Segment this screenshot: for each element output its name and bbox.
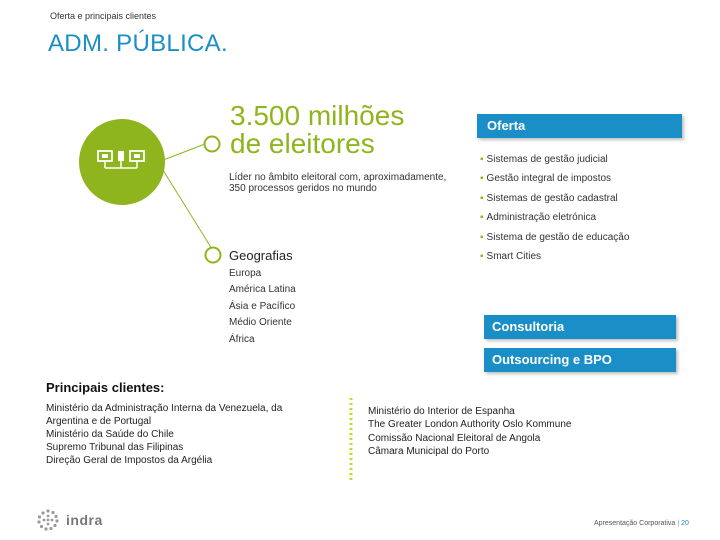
- stat-description: Líder no âmbito eleitoral com, aproximadamente, 350 processos geridos no mundo: [229, 172, 447, 194]
- offer-item: [480, 189, 629, 208]
- footer-presentation-label: Apresentação Corporativa: [594, 520, 676, 527]
- clients-left-list: [46, 402, 318, 467]
- offer-item: [480, 169, 629, 188]
- client-item: Direção Geral de Impostos da Argélia: [46, 455, 213, 466]
- offer-item: [480, 150, 629, 169]
- client-item: Comissão Nacional Eleitoral de Angola: [368, 432, 541, 444]
- offer-item-label: Sistemas de gestão cadastral: [486, 192, 618, 204]
- offer-list: [480, 150, 629, 266]
- geography-list: [229, 266, 296, 348]
- bullet-icon: ▪: [480, 250, 484, 262]
- clients-title: Principais clientes:: [46, 380, 165, 395]
- client-item: Ministério do Interior de Espanha: [368, 406, 515, 417]
- offer-item: [480, 247, 629, 266]
- geography-item: América Latina: [229, 284, 296, 296]
- offer-item-label: Sistemas de gestão judicial: [486, 154, 608, 165]
- offer-item-label: Smart Cities: [486, 250, 541, 262]
- breadcrumb: Oferta e principais clientes: [50, 11, 157, 21]
- offer-item-label: Sistema de gestão de educação: [486, 231, 630, 243]
- offer-item-label: Administração eletrónica: [486, 212, 597, 224]
- client-item: Ministério da Saúde do Chile: [46, 429, 174, 440]
- bullet-icon: ▪: [480, 173, 484, 185]
- computer-network-icon: [79, 119, 165, 205]
- page-number: 20: [681, 520, 689, 527]
- client-item: The Greater London Authority Oslo Kommune: [368, 419, 572, 431]
- footer-separator: |: [677, 520, 680, 527]
- indra-logo-text: indra: [66, 512, 103, 528]
- bullet-icon: ▪: [480, 192, 484, 204]
- stat-node-icon: [205, 137, 220, 152]
- clients-right-list: [368, 405, 571, 458]
- client-item: Câmara Municipal do Porto: [368, 445, 490, 457]
- bullet-icon: ▪: [480, 154, 484, 165]
- geography-title: Geografias: [229, 248, 293, 263]
- geography-item: África: [229, 333, 255, 345]
- bullet-icon: ▪: [480, 231, 484, 243]
- stat-line-1: 3.500 milhões: [230, 100, 405, 131]
- stat-headline: [230, 102, 404, 158]
- geography-item: Ásia e Pacífico: [229, 300, 296, 312]
- page-title: ADM. PÚBLICA.: [48, 30, 228, 57]
- offer-item-label: Gestão integral de impostos: [486, 173, 612, 185]
- offer-item: [480, 228, 629, 247]
- bullet-icon: ▪: [480, 212, 484, 224]
- geography-item: Médio Oriente: [229, 317, 292, 329]
- indra-logo-icon: [36, 508, 60, 532]
- client-item: Supremo Tribunal das Filipinas: [46, 442, 184, 453]
- offer-header: Oferta: [477, 114, 682, 138]
- stat-line-2: de eleitores: [230, 128, 375, 159]
- geography-node-icon: [206, 248, 221, 263]
- client-item: Ministério da Administração Interna da Venezuela, da Argentina e de Portugal: [46, 403, 283, 427]
- footer-label: [594, 520, 689, 527]
- offer-item: [480, 208, 629, 227]
- outsourcing-box: Outsourcing e BPO: [484, 348, 676, 372]
- consulting-box: Consultoria: [484, 315, 676, 339]
- geography-item: Europa: [229, 268, 262, 279]
